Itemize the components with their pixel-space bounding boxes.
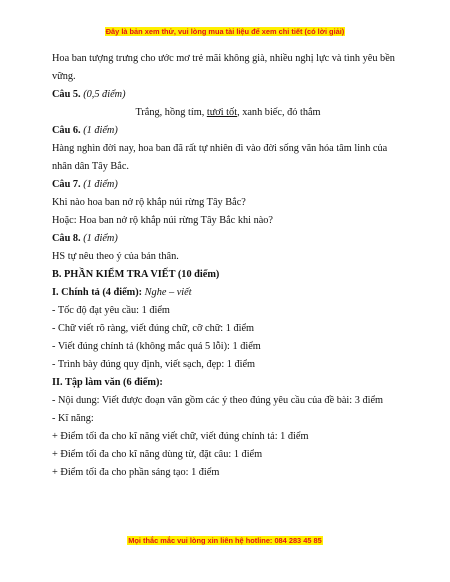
- question-6-points: (1 điểm): [83, 125, 118, 136]
- part-2-item: - Nội dung: Viết được đoạn văn gồm các ý theo đúng yêu cầu của đề bài: 3 điểm: [52, 395, 384, 406]
- hotline-text: Mọi thắc mắc vui lòng xin liên hệ hotline: 084 283 45 85: [128, 536, 322, 545]
- part-1-label: I. Chính tả (4 điểm):: [52, 287, 143, 298]
- section-b-heading: B. PHẦN KIỂM TRA VIẾT (10 điểm): [52, 269, 220, 280]
- question-6-label: Câu 6.: [52, 125, 81, 136]
- question-7-heading: [52, 176, 404, 194]
- question-6-answer: Hàng nghìn đời nay, hoa ban đã rất tự nhiên đi vào đời sống văn hóa tâm linh của nhân dân Tây Bắc.: [52, 143, 388, 172]
- question-5-label: Câu 5.: [52, 89, 81, 100]
- question-7-answer-1: Khi nào hoa ban nở rộ khắp núi rừng Tây Bắc?: [52, 197, 246, 208]
- part-1-item: - Chữ viết rõ ràng, viết đúng chữ, cỡ chữ: 1 điểm: [52, 323, 255, 334]
- part-1-item: - Viết đúng chính tả (không mắc quá 5 lỗi): 1 điểm: [52, 341, 261, 352]
- part-2-item: - Kĩ năng:: [52, 413, 94, 424]
- part-2-item: + Điểm tối đa cho kĩ năng viết chữ, viết đúng chính tả: 1 điểm: [52, 431, 309, 442]
- question-5-heading: [52, 86, 404, 104]
- question-8-heading: [52, 230, 404, 248]
- part-1-note: Nghe – viết: [142, 287, 192, 298]
- question-7-label: Câu 7.: [52, 179, 81, 190]
- question-7-points: (1 điểm): [83, 179, 118, 190]
- preview-notice-text: Đây là bản xem thử, vui lòng mua tài liệu để xem chi tiết (có lời giải): [105, 27, 345, 36]
- part-2-heading: II. Tập làm văn (6 điểm):: [52, 377, 163, 388]
- question-5-points: (0,5 điểm): [83, 89, 126, 100]
- part-2-item: + Điểm tối đa cho kĩ năng dùng từ, đặt câu: 1 điểm: [52, 449, 263, 460]
- question-8-label: Câu 8.: [52, 233, 81, 244]
- question-5-answer: [52, 104, 404, 122]
- question-6-heading: [52, 122, 404, 140]
- part-1-item: - Tốc độ đạt yêu cầu: 1 điểm: [52, 305, 170, 316]
- question-7-answer-2: Hoặc: Hoa ban nở rộ khắp núi rừng Tây Bắc khi nào?: [52, 215, 274, 226]
- part-1-heading: [52, 284, 404, 302]
- part-2-item: + Điểm tối đa cho phần sáng tạo: 1 điểm: [52, 467, 220, 478]
- answer-5-part-2: , xanh biếc, đỏ thắm: [237, 107, 321, 118]
- preview-notice-banner: [0, 27, 450, 36]
- intro-paragraph: Hoa ban tượng trưng cho ước mơ trẻ mãi không già, nhiều nghị lực và tình yêu bền vững.: [52, 53, 395, 82]
- question-8-points: (1 điểm): [83, 233, 118, 244]
- question-8-answer: HS tự nêu theo ý của bản thân.: [52, 251, 179, 262]
- hotline-banner: [0, 536, 450, 545]
- answer-5-part-1: Trắng, hồng tím,: [135, 107, 207, 118]
- answer-5-underlined: tươi tốt: [206, 107, 238, 118]
- part-1-item: - Trình bày đúng quy định, viết sạch, đẹp: 1 điểm: [52, 359, 256, 370]
- document-body: [52, 50, 404, 482]
